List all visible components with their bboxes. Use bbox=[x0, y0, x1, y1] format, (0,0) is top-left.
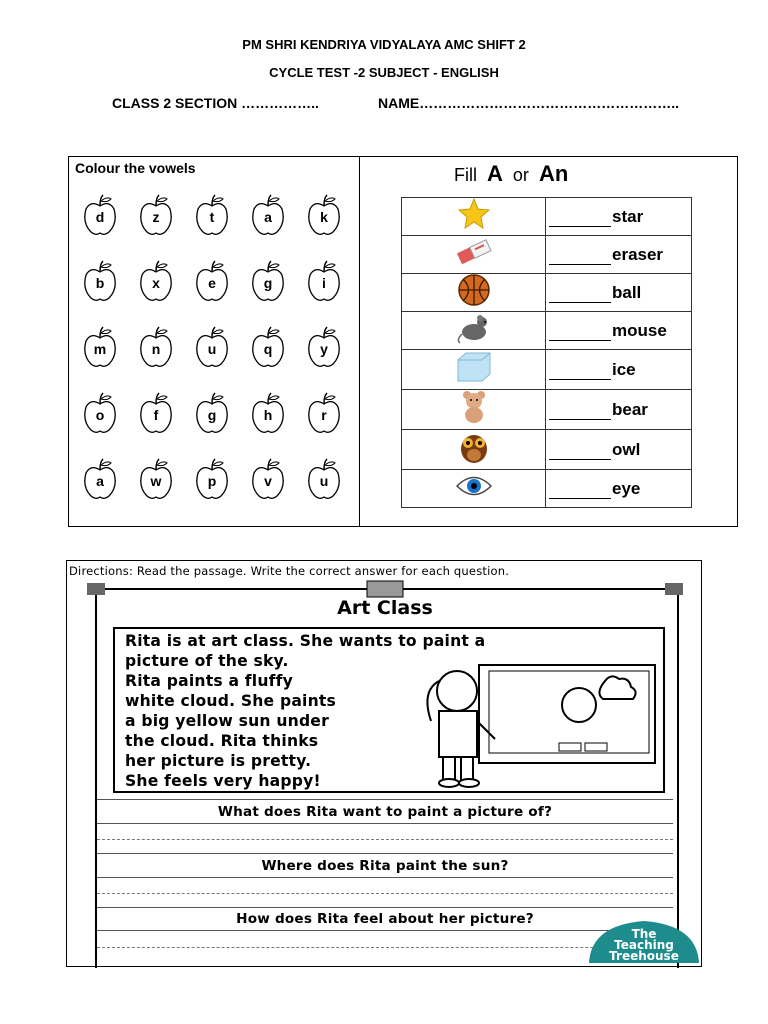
picture-cell bbox=[402, 350, 546, 390]
or-word: or bbox=[512, 165, 529, 185]
apple-letter-label: q bbox=[263, 341, 273, 357]
answer-line-2[interactable] bbox=[97, 893, 673, 894]
rule-line bbox=[97, 853, 673, 854]
apple-letter[interactable] bbox=[139, 259, 179, 303]
apple-letter[interactable] bbox=[139, 457, 179, 501]
apple-letter-label: w bbox=[150, 473, 162, 489]
apple-letter-label: p bbox=[207, 473, 217, 489]
word-label: owl bbox=[612, 439, 641, 459]
word-label: eye bbox=[612, 478, 641, 498]
passage-line: white cloud. She paints bbox=[125, 692, 337, 710]
apple-grid bbox=[83, 193, 363, 501]
word-label: eraser bbox=[612, 244, 664, 264]
vowel-and-fill-box bbox=[68, 156, 738, 527]
fill-word: Fill bbox=[454, 165, 477, 185]
apple-letter-label: y bbox=[320, 341, 328, 357]
answer-blank[interactable] bbox=[549, 288, 611, 303]
table-row bbox=[402, 274, 692, 312]
question-2: Where does Rita paint the sun? bbox=[261, 858, 509, 874]
picture-cell bbox=[402, 390, 546, 430]
word-label: bear bbox=[612, 399, 648, 419]
passage-box bbox=[113, 627, 665, 793]
art-class-title: Art Class bbox=[337, 597, 433, 619]
apple-letter-label: n bbox=[151, 341, 161, 357]
answer-blank[interactable] bbox=[549, 405, 611, 420]
word-cell bbox=[546, 274, 692, 312]
passage-line: She feels very happy! bbox=[125, 772, 321, 790]
apple-letter-label: m bbox=[93, 341, 107, 357]
apple-letter[interactable] bbox=[307, 391, 347, 435]
answer-blank[interactable] bbox=[549, 250, 611, 265]
apple-letter[interactable] bbox=[139, 325, 179, 369]
answer-blank[interactable] bbox=[549, 365, 611, 380]
apple-letter[interactable] bbox=[195, 259, 235, 303]
art-class-worksheet bbox=[66, 560, 702, 967]
apple-letter[interactable] bbox=[251, 457, 291, 501]
fill-article-table bbox=[401, 197, 692, 508]
directions-text: Directions: Read the passage. Write the correct answer for each question. bbox=[69, 564, 510, 578]
answer-blank[interactable] bbox=[549, 326, 611, 341]
table-row bbox=[402, 390, 692, 430]
apple-letter-label: g bbox=[207, 407, 217, 423]
apple-letter-label: a bbox=[264, 209, 272, 225]
bear-icon bbox=[458, 390, 490, 424]
answer-blank[interactable] bbox=[549, 484, 611, 499]
word-cell bbox=[546, 312, 692, 350]
school-title: PM SHRI KENDRIYA VIDYALAYA AMC SHIFT 2 bbox=[242, 37, 526, 52]
logo-line: The bbox=[631, 927, 657, 941]
question-3: How does Rita feel about her picture? bbox=[236, 911, 534, 927]
class-section-field: CLASS 2 SECTION …………….. bbox=[112, 95, 319, 111]
logo-line: Teaching bbox=[614, 938, 674, 952]
mouse-icon bbox=[456, 312, 492, 344]
apple-letter-label: k bbox=[320, 209, 328, 225]
picture-cell bbox=[402, 236, 546, 274]
passage-line: a big yellow sun under bbox=[125, 712, 329, 730]
apple-letter-label: z bbox=[152, 209, 160, 225]
passage-line: picture of the sky. bbox=[125, 652, 289, 670]
apple-letter[interactable] bbox=[307, 457, 347, 501]
fill-title bbox=[454, 161, 568, 187]
apple-letter[interactable] bbox=[83, 193, 123, 237]
answer-blank[interactable] bbox=[549, 212, 611, 227]
table-row bbox=[402, 430, 692, 470]
eye-icon bbox=[456, 475, 492, 497]
apple-letter[interactable] bbox=[251, 391, 291, 435]
vowels-title: Colour the vowels bbox=[75, 160, 196, 176]
eraser-icon bbox=[452, 237, 496, 267]
answer-blank[interactable] bbox=[549, 445, 611, 460]
word-cell bbox=[546, 390, 692, 430]
apple-letter-label: v bbox=[264, 473, 272, 489]
apple-letter[interactable] bbox=[83, 259, 123, 303]
girl-painting-illustration bbox=[409, 651, 659, 791]
picture-cell bbox=[402, 470, 546, 508]
word-label: mouse bbox=[612, 320, 667, 340]
test-subject-line: CYCLE TEST -2 SUBJECT - ENGLISH bbox=[269, 65, 499, 80]
word-label: ice bbox=[612, 359, 636, 379]
picture-cell bbox=[402, 312, 546, 350]
apple-letter-label: d bbox=[95, 209, 105, 225]
word-label: ball bbox=[612, 282, 642, 302]
apple-letter-label: g bbox=[263, 275, 273, 291]
word-cell bbox=[546, 350, 692, 390]
picture-cell bbox=[402, 198, 546, 236]
logo-line: Treehouse bbox=[609, 949, 679, 963]
table-row bbox=[402, 236, 692, 274]
apple-letter-label: a bbox=[96, 473, 104, 489]
apple-letter[interactable] bbox=[195, 391, 235, 435]
apple-letter[interactable] bbox=[195, 325, 235, 369]
rule-line bbox=[97, 877, 673, 878]
apple-letter[interactable] bbox=[195, 193, 235, 237]
question-1: What does Rita want to paint a picture of? bbox=[217, 804, 553, 820]
apple-letter-label: x bbox=[152, 275, 160, 291]
article-an: An bbox=[538, 161, 569, 186]
apple-letter-label: f bbox=[153, 407, 159, 423]
apple-letter-label: t bbox=[209, 209, 215, 225]
passage-line: her picture is pretty. bbox=[125, 752, 312, 770]
apple-letter-label: o bbox=[95, 407, 105, 423]
owl-icon bbox=[459, 430, 489, 464]
word-cell bbox=[546, 470, 692, 508]
ice-icon bbox=[454, 350, 494, 384]
star-icon bbox=[458, 198, 490, 230]
passage-line: Rita paints a fluffy bbox=[125, 672, 293, 690]
picture-cell bbox=[402, 430, 546, 470]
apple-letter-label: e bbox=[208, 275, 216, 291]
ball-icon bbox=[458, 274, 490, 306]
apple-letter-label: r bbox=[321, 407, 327, 423]
rule-line bbox=[97, 907, 673, 908]
apple-letter[interactable] bbox=[83, 325, 123, 369]
apple-letter[interactable] bbox=[83, 457, 123, 501]
apple-letter[interactable] bbox=[307, 259, 347, 303]
rule-line bbox=[97, 823, 673, 824]
passage-line: the cloud. Rita thinks bbox=[125, 732, 319, 750]
apple-letter[interactable] bbox=[139, 391, 179, 435]
table-row bbox=[402, 198, 692, 236]
teaching-treehouse-logo bbox=[587, 917, 701, 965]
word-label: star bbox=[612, 206, 644, 226]
rule-line bbox=[97, 799, 673, 800]
apple-letter-label: u bbox=[207, 341, 217, 357]
frame-top-ornament bbox=[83, 579, 687, 599]
apple-letter[interactable] bbox=[195, 457, 235, 501]
apple-letter[interactable] bbox=[139, 193, 179, 237]
apple-letter[interactable] bbox=[251, 259, 291, 303]
word-cell bbox=[546, 198, 692, 236]
apple-letter-label: i bbox=[322, 275, 326, 291]
apple-letter[interactable] bbox=[251, 325, 291, 369]
table-row bbox=[402, 312, 692, 350]
apple-letter[interactable] bbox=[307, 325, 347, 369]
picture-cell bbox=[402, 274, 546, 312]
apple-letter-label: b bbox=[95, 275, 105, 291]
apple-letter-label: h bbox=[263, 407, 273, 423]
answer-line-1[interactable] bbox=[97, 839, 673, 840]
apple-letter[interactable] bbox=[307, 193, 347, 237]
apple-letter[interactable] bbox=[83, 391, 123, 435]
table-row bbox=[402, 470, 692, 508]
name-field: NAME……………………………………………….. bbox=[378, 95, 679, 111]
apple-letter-label: u bbox=[319, 473, 329, 489]
table-row bbox=[402, 350, 692, 390]
word-cell bbox=[546, 236, 692, 274]
passage-line: Rita is at art class. She wants to paint a bbox=[125, 632, 486, 650]
article-a: A bbox=[487, 161, 503, 186]
word-cell bbox=[546, 430, 692, 470]
apple-letter[interactable] bbox=[251, 193, 291, 237]
